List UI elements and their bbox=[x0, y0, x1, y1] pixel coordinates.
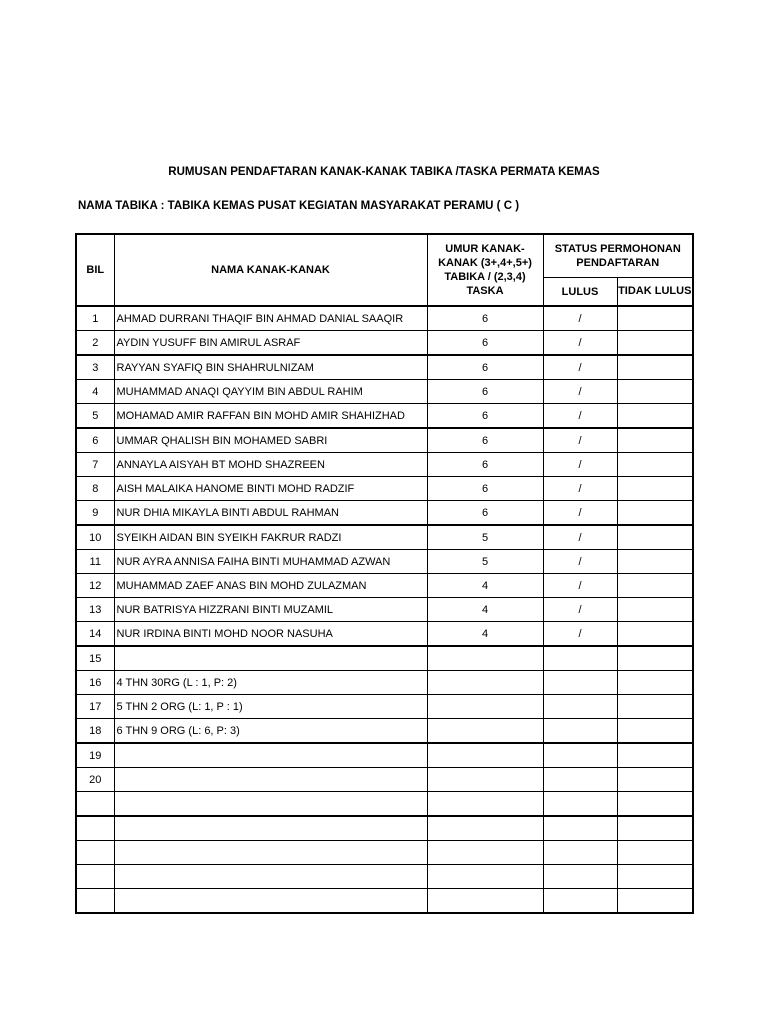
cell-child-name bbox=[114, 841, 427, 865]
cell-child-name: MUHAMMAD ANAQI QAYYIM BIN ABDUL RAHIM bbox=[114, 380, 427, 404]
cell-fail bbox=[617, 792, 693, 817]
cell-pass: / bbox=[543, 380, 617, 404]
cell-age bbox=[427, 768, 543, 792]
cell-fail bbox=[617, 574, 693, 598]
table-row bbox=[76, 646, 693, 671]
cell-child-name bbox=[114, 743, 427, 768]
cell-child-name: 5 THN 2 ORG (L: 1, P : 1) bbox=[114, 695, 427, 719]
cell-fail bbox=[617, 331, 693, 356]
cell-pass: / bbox=[543, 501, 617, 526]
cell-child-name: 4 THN 30RG (L : 1, P: 2) bbox=[114, 671, 427, 695]
table-row bbox=[76, 574, 693, 598]
document-title: RUMUSAN PENDAFTARAN KANAK-KANAK TABIKA /TASKA PERMATA KEMAS bbox=[168, 166, 600, 178]
cell-fail bbox=[617, 598, 693, 622]
cell-bil: 12 bbox=[76, 574, 114, 598]
cell-child-name: NUR DHIA MIKAYLA BINTI ABDUL RAHMAN bbox=[114, 501, 427, 526]
header-age: UMUR KANAK-KANAK (3+,4+,5+) TABIKA / (2,3,4) TASKA bbox=[427, 234, 543, 306]
table-row bbox=[76, 719, 693, 744]
table-row bbox=[76, 477, 693, 501]
cell-bil bbox=[76, 816, 114, 841]
cell-fail bbox=[617, 501, 693, 526]
cell-pass: / bbox=[543, 574, 617, 598]
cell-pass bbox=[543, 841, 617, 865]
cell-pass: / bbox=[543, 525, 617, 550]
cell-age: 6 bbox=[427, 428, 543, 453]
cell-age: 6 bbox=[427, 501, 543, 526]
cell-fail bbox=[617, 743, 693, 768]
cell-pass bbox=[543, 792, 617, 817]
cell-bil: 15 bbox=[76, 646, 114, 671]
cell-bil: 14 bbox=[76, 622, 114, 647]
cell-bil bbox=[76, 865, 114, 889]
table-row bbox=[76, 501, 693, 526]
cell-fail bbox=[617, 525, 693, 550]
table-header bbox=[76, 234, 693, 306]
cell-bil bbox=[76, 792, 114, 817]
cell-pass bbox=[543, 889, 617, 914]
cell-fail bbox=[617, 719, 693, 744]
cell-bil: 4 bbox=[76, 380, 114, 404]
cell-fail bbox=[617, 646, 693, 671]
cell-age: 6 bbox=[427, 331, 543, 356]
cell-bil: 9 bbox=[76, 501, 114, 526]
cell-bil: 7 bbox=[76, 453, 114, 477]
cell-bil: 13 bbox=[76, 598, 114, 622]
table-row bbox=[76, 550, 693, 574]
cell-fail bbox=[617, 671, 693, 695]
cell-age: 4 bbox=[427, 574, 543, 598]
cell-age bbox=[427, 695, 543, 719]
table-row bbox=[76, 841, 693, 865]
cell-fail bbox=[617, 355, 693, 380]
table-row bbox=[76, 671, 693, 695]
table-row bbox=[76, 331, 693, 356]
table-row bbox=[76, 355, 693, 380]
table-row bbox=[76, 889, 693, 914]
cell-bil: 6 bbox=[76, 428, 114, 453]
cell-child-name bbox=[114, 792, 427, 817]
cell-bil: 17 bbox=[76, 695, 114, 719]
header-status: STATUS PERMOHONAN PENDAFTARAN bbox=[543, 234, 693, 278]
cell-fail bbox=[617, 306, 693, 331]
cell-age: 4 bbox=[427, 622, 543, 647]
cell-bil: 8 bbox=[76, 477, 114, 501]
cell-pass: / bbox=[543, 404, 617, 429]
cell-age: 6 bbox=[427, 355, 543, 380]
cell-age: 6 bbox=[427, 306, 543, 331]
cell-fail bbox=[617, 380, 693, 404]
cell-age: 6 bbox=[427, 477, 543, 501]
cell-child-name: NUR IRDINA BINTI MOHD NOOR NASUHA bbox=[114, 622, 427, 647]
table-row bbox=[76, 865, 693, 889]
cell-pass: / bbox=[543, 477, 617, 501]
cell-pass bbox=[543, 816, 617, 841]
cell-age bbox=[427, 865, 543, 889]
cell-child-name: MOHAMAD AMIR RAFFAN BIN MOHD AMIR SHAHIZHAD bbox=[114, 404, 427, 429]
cell-age bbox=[427, 816, 543, 841]
cell-fail bbox=[617, 404, 693, 429]
cell-child-name bbox=[114, 816, 427, 841]
cell-age: 6 bbox=[427, 404, 543, 429]
cell-fail bbox=[617, 889, 693, 914]
table-row bbox=[76, 404, 693, 429]
cell-pass: / bbox=[543, 622, 617, 647]
cell-child-name: 6 THN 9 ORG (L: 6, P: 3) bbox=[114, 719, 427, 744]
cell-bil: 10 bbox=[76, 525, 114, 550]
cell-age bbox=[427, 671, 543, 695]
cell-age bbox=[427, 646, 543, 671]
cell-child-name: UMMAR QHALISH BIN MOHAMED SABRI bbox=[114, 428, 427, 453]
cell-pass bbox=[543, 719, 617, 744]
cell-pass bbox=[543, 646, 617, 671]
cell-bil: 11 bbox=[76, 550, 114, 574]
cell-pass bbox=[543, 768, 617, 792]
cell-pass bbox=[543, 695, 617, 719]
cell-fail bbox=[617, 816, 693, 841]
cell-pass: / bbox=[543, 331, 617, 356]
cell-child-name: AHMAD DURRANI THAQIF BIN AHMAD DANIAL SAAQIR bbox=[114, 306, 427, 331]
cell-child-name: AYDIN YUSUFF BIN AMIRUL ASRAF bbox=[114, 331, 427, 356]
table-row bbox=[76, 380, 693, 404]
cell-fail bbox=[617, 622, 693, 647]
cell-bil: 2 bbox=[76, 331, 114, 356]
cell-age bbox=[427, 792, 543, 817]
cell-age: 5 bbox=[427, 550, 543, 574]
cell-child-name: AISH MALAIKA HANOME BINTI MOHD RADZIF bbox=[114, 477, 427, 501]
cell-pass bbox=[543, 865, 617, 889]
cell-pass bbox=[543, 671, 617, 695]
cell-bil: 5 bbox=[76, 404, 114, 429]
cell-child-name bbox=[114, 865, 427, 889]
cell-fail bbox=[617, 695, 693, 719]
table-row bbox=[76, 525, 693, 550]
cell-child-name: NUR BATRISYA HIZZRANI BINTI MUZAMIL bbox=[114, 598, 427, 622]
cell-child-name: ANNAYLA AISYAH BT MOHD SHAZREEN bbox=[114, 453, 427, 477]
table-row bbox=[76, 428, 693, 453]
table-row bbox=[76, 622, 693, 647]
kindergarten-name: NAMA TABIKA : TABIKA KEMAS PUSAT KEGIATAN MASYARAKAT PERAMU ( C ) bbox=[78, 200, 520, 212]
header-bil: BIL bbox=[76, 234, 114, 306]
table-row bbox=[76, 453, 693, 477]
cell-pass: / bbox=[543, 428, 617, 453]
header-pass: LULUS bbox=[543, 278, 617, 307]
cell-age: 4 bbox=[427, 598, 543, 622]
registration-table bbox=[75, 233, 694, 914]
cell-bil: 18 bbox=[76, 719, 114, 744]
cell-child-name: SYEIKH AIDAN BIN SYEIKH FAKRUR RADZI bbox=[114, 525, 427, 550]
table-body bbox=[76, 306, 693, 913]
cell-child-name bbox=[114, 889, 427, 914]
cell-fail bbox=[617, 550, 693, 574]
header-name: NAMA KANAK-KANAK bbox=[114, 234, 427, 306]
cell-age bbox=[427, 889, 543, 914]
cell-child-name bbox=[114, 768, 427, 792]
cell-bil bbox=[76, 841, 114, 865]
cell-child-name: RAYYAN SYAFIQ BIN SHAHRULNIZAM bbox=[114, 355, 427, 380]
cell-pass: / bbox=[543, 550, 617, 574]
cell-bil bbox=[76, 889, 114, 914]
header-fail: TIDAK LULUS bbox=[617, 278, 693, 307]
cell-bil: 3 bbox=[76, 355, 114, 380]
cell-child-name: MUHAMMAD ZAEF ANAS BIN MOHD ZULAZMAN bbox=[114, 574, 427, 598]
cell-age: 6 bbox=[427, 453, 543, 477]
cell-fail bbox=[617, 865, 693, 889]
cell-age bbox=[427, 743, 543, 768]
cell-fail bbox=[617, 768, 693, 792]
cell-bil: 1 bbox=[76, 306, 114, 331]
table-row bbox=[76, 306, 693, 331]
cell-child-name bbox=[114, 646, 427, 671]
cell-pass: / bbox=[543, 306, 617, 331]
cell-bil: 16 bbox=[76, 671, 114, 695]
cell-age bbox=[427, 841, 543, 865]
cell-fail bbox=[617, 477, 693, 501]
cell-child-name: NUR AYRA ANNISA FAIHA BINTI MUHAMMAD AZWAN bbox=[114, 550, 427, 574]
table-row bbox=[76, 816, 693, 841]
table-row bbox=[76, 792, 693, 817]
cell-age: 6 bbox=[427, 380, 543, 404]
cell-pass bbox=[543, 743, 617, 768]
cell-fail bbox=[617, 428, 693, 453]
cell-pass: / bbox=[543, 453, 617, 477]
table-row bbox=[76, 768, 693, 792]
cell-pass: / bbox=[543, 598, 617, 622]
table-row bbox=[76, 598, 693, 622]
cell-pass: / bbox=[543, 355, 617, 380]
cell-fail bbox=[617, 841, 693, 865]
table-row bbox=[76, 743, 693, 768]
cell-fail bbox=[617, 453, 693, 477]
cell-age: 5 bbox=[427, 525, 543, 550]
cell-bil: 19 bbox=[76, 743, 114, 768]
table-row bbox=[76, 695, 693, 719]
cell-bil: 20 bbox=[76, 768, 114, 792]
cell-age bbox=[427, 719, 543, 744]
